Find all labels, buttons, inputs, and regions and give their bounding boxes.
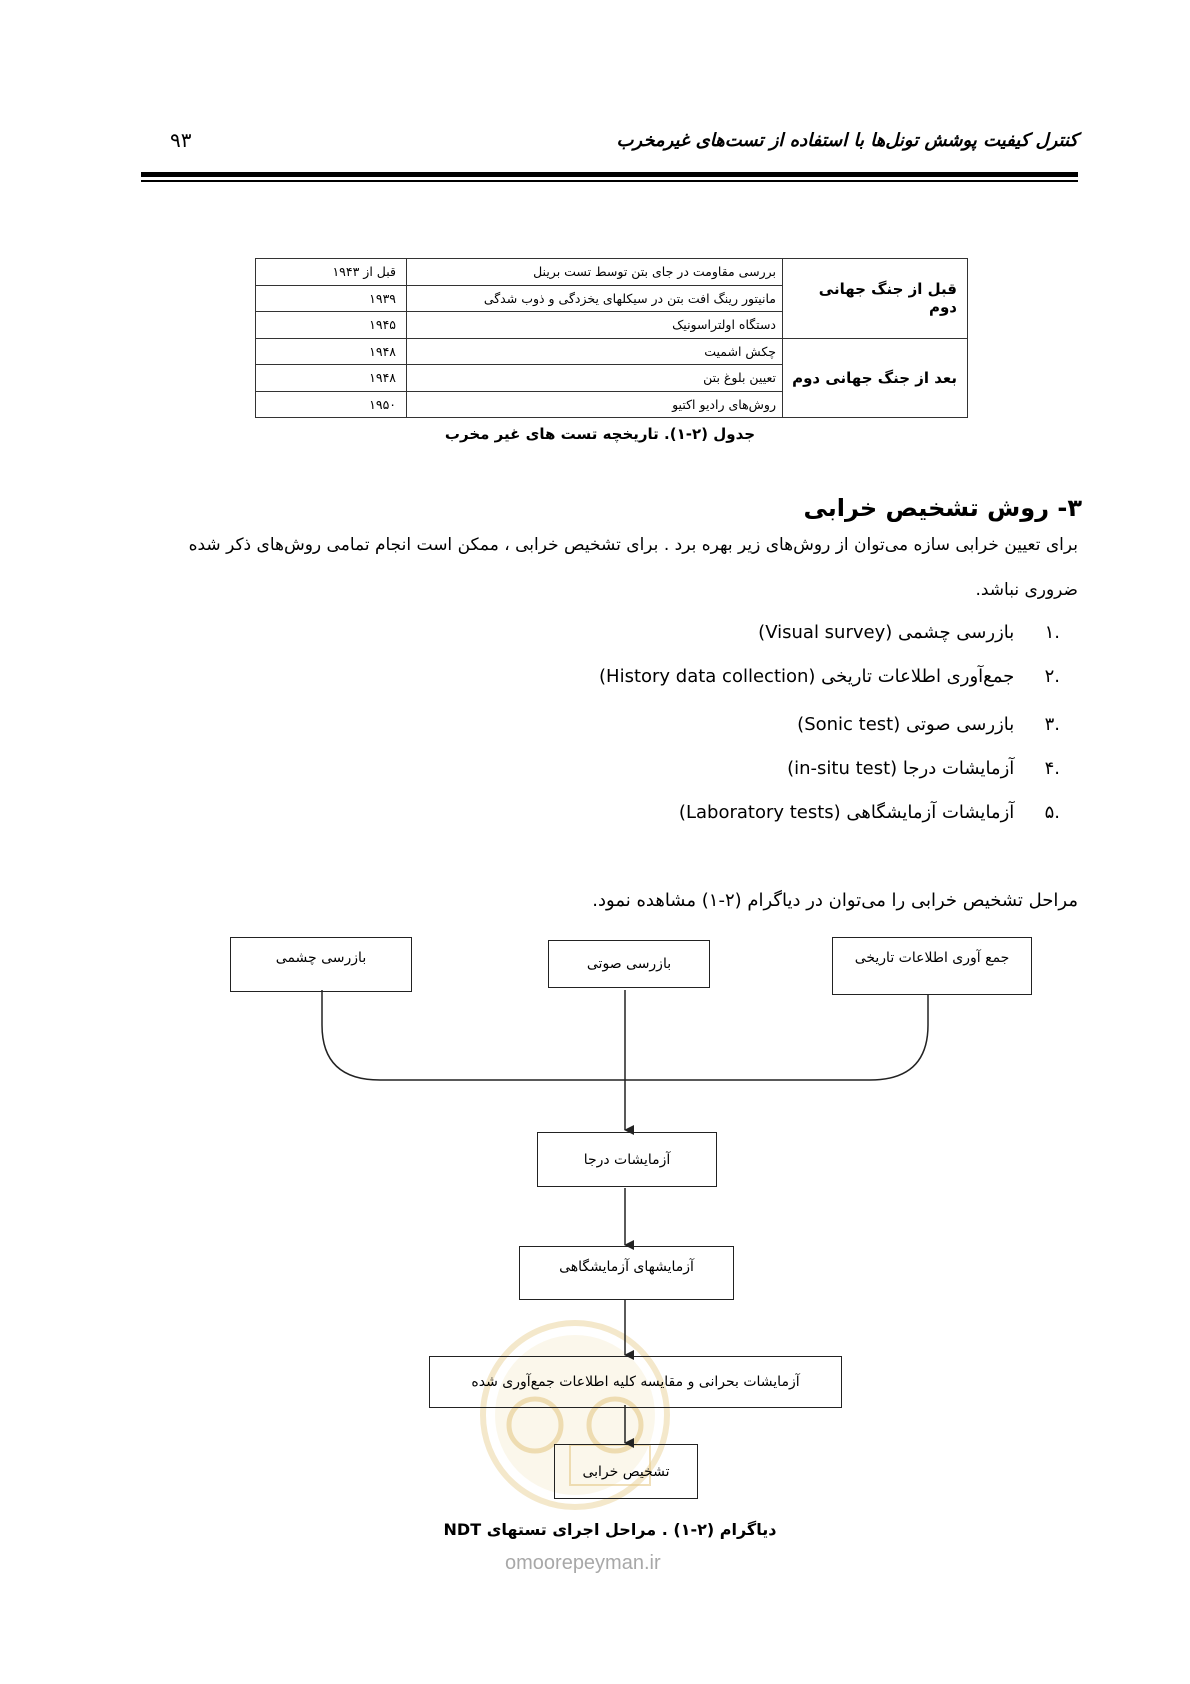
list-number: .۴ — [1044, 758, 1060, 779]
list-number: .۲ — [1044, 666, 1060, 687]
year-cell: قبل از ۱۹۴۳ — [256, 259, 407, 286]
list-text: جمع‌آوری اطلاعات تاریخی (History data collection) — [599, 666, 1015, 687]
flow-box-history: جمع آوری اطلاعات تاریخی — [832, 937, 1032, 995]
era-cell: قبل از جنگ جهانی دوم — [783, 259, 968, 339]
list-number: .۵ — [1044, 802, 1060, 823]
flow-box-sonic: بازرسی صوتی — [548, 940, 710, 988]
method-cell: بررسی مقاومت در جای بتن توسط تست برینل — [407, 259, 783, 286]
flow-box-visual: بازرسی چشمی — [230, 937, 412, 992]
year-cell: ۱۹۴۸ — [256, 365, 407, 392]
flow-box-critical: آزمایشات بحرانی و مقایسه کلیه اطلاعات جمع‌آوری شده — [429, 1356, 842, 1408]
diagram-intro: مراحل تشخیص خرابی را می‌توان در دیاگرام (۲-۱) مشاهده نمود. — [592, 890, 1078, 911]
year-cell: ۱۹۵۰ — [256, 391, 407, 418]
list-number: .۳ — [1044, 714, 1060, 735]
paragraph-line-2: ضروری نباشد. — [975, 580, 1078, 600]
paragraph-line-1: برای تعیین خرابی سازه می‌توان از روش‌های زیر بهره برد . برای تشخیص خرابی ، ممکن است انجام تمامی روش‌های ذکر شده — [188, 535, 1078, 555]
flow-box-diagnosis: تشخیص خرابی — [554, 1444, 698, 1499]
diagram-caption: دیاگرام (۲-۱) . مراحل اجرای تستهای NDT — [443, 1520, 777, 1539]
page-number: ۹۳ — [170, 128, 192, 152]
method-cell: چکش اشمیت — [407, 338, 783, 365]
flow-box-laboratory: آزمایشهای آزمایشگاهی — [519, 1246, 734, 1300]
year-cell: ۱۹۳۹ — [256, 285, 407, 312]
list-text: بازرسی صوتی (Sonic test) — [797, 714, 1015, 735]
method-cell: تعیین بلوغ بتن — [407, 365, 783, 392]
method-cell: دستگاه اولتراسونیک — [407, 312, 783, 339]
method-cell: مانیتور رینگ افت بتن در سیکلهای یخزدگی و ذوب شدگی — [407, 285, 783, 312]
list-text: آزمایشات آزمایشگاهی (Laboratory tests) — [678, 802, 1015, 823]
section-heading: ۳- روش تشخیص خرابی — [803, 494, 1082, 522]
method-cell: روش‌های رادیو اکتیو — [407, 391, 783, 418]
table-caption: جدول (۲-۱). تاریخچه تست های غیر مخرب — [444, 425, 756, 443]
list-text: بازرسی چشمی (Visual survey) — [758, 622, 1015, 643]
watermark-text: omoorepeyman.ir — [505, 1552, 661, 1574]
year-cell: ۱۹۴۵ — [256, 312, 407, 339]
year-cell: ۱۹۴۸ — [256, 338, 407, 365]
list-text: آزمایشات درجا (in-situ test) — [787, 758, 1015, 779]
list-number: .۱ — [1044, 622, 1060, 643]
running-title: کنترل کیفیت پوشش تونل‌ها با استفاده از تست‌های غیرمخرب — [616, 130, 1078, 151]
flow-box-insitu: آزمایشات درجا — [537, 1132, 717, 1187]
era-cell: بعد از جنگ جهانی دوم — [783, 338, 968, 418]
